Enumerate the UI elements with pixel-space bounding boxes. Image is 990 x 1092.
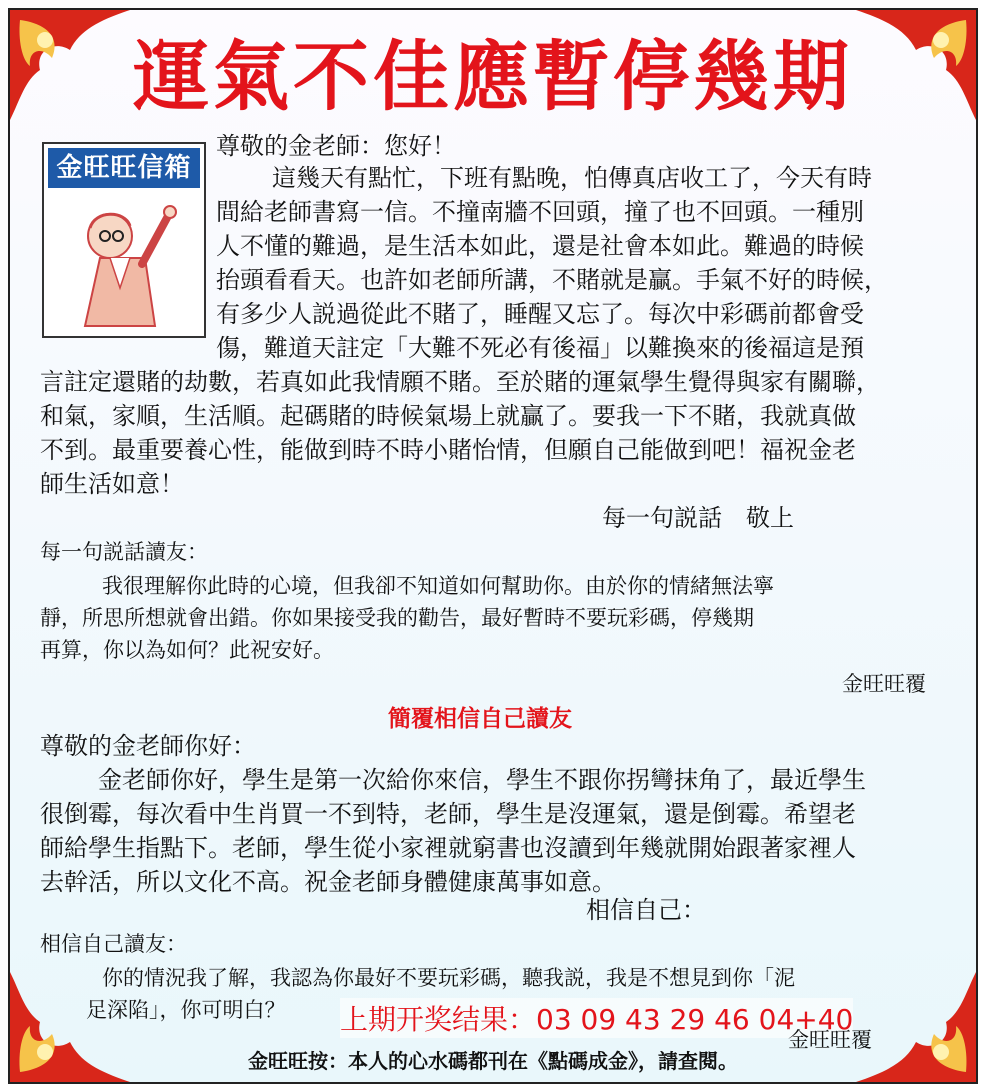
reply-line: 靜，所思所想就會出錯。你如果接受我的勸告，最好暫時不要玩彩碼，停幾期 [40, 606, 754, 630]
letter-line: 間給老師書寫一信。不撞南牆不回頭，撞了也不回頭。一種別 [216, 198, 864, 226]
letter-line: 言註定還賭的劫數，若真如此我情願不賭。至於賭的運氣學生覺得與家有關聯， [40, 368, 880, 396]
headline: 運氣不佳應暫停幾期 [133, 32, 853, 121]
letter-line: 這幾天有點忙，下班有點晚，怕傳真店收工了，今天有時 [272, 164, 872, 192]
reply-line: 足深陷」，你可明白？ [86, 998, 286, 1022]
letter-signature: 每一句説話 敬上 [602, 504, 794, 532]
letter-line: 師給學生指點下。老師，學生從小家裡就窮書也沒讀到年幾就開始跟著家裡人 [40, 834, 856, 862]
letter-line: 很倒霉，每次看中生肖買一不到特，老師，學生是沒運氣，還是倒霉。希望老 [40, 800, 856, 828]
letter-line: 師生活如意！ [40, 470, 184, 498]
footer-note: 金旺旺按：本人的心水碼都刊在《點碼成金》，請查閱。 [248, 1049, 738, 1073]
letter-line: 不到。最重要養心性，能做到時不時小賭怡情，但願自己能做到吧！福祝金老 [40, 436, 856, 464]
reply-line: 你的情況我了解，我認為你最好不要玩彩碼，聽我説，我是不想見到你「泥 [102, 966, 795, 990]
reply-signature: 金旺旺覆 [842, 672, 926, 696]
mailbox-logo [42, 142, 206, 338]
reply-signature: 金旺旺覆 [788, 1028, 872, 1052]
letter-line: 抬頭看看天。也許如老師所講，不賭就是贏。手氣不好的時候， [216, 266, 888, 294]
reply-salutation: 每一句説話讀友： [40, 540, 208, 564]
lottery-result: 上期开奖结果：03 09 43 29 46 04+40 [340, 998, 853, 1038]
teacher-illustration-icon [50, 196, 200, 332]
logo-label: 金旺旺信箱 [48, 148, 200, 188]
letter-line: 和氣，家順，生活順。起碼賭的時候氣場上就贏了。要我一下不賭，我就真做 [40, 402, 856, 430]
letter-salutation: 尊敬的金老師：您好！ [216, 132, 456, 160]
letter-line: 人不懂的難過，是生活本如此，還是社會本如此。難過的時候 [216, 232, 864, 260]
article-frame [8, 8, 978, 1084]
letter-signature: 相信自己： [586, 896, 706, 924]
reply-line: 我很理解你此時的心境，但我卻不知道如何幫助你。由於你的情緒無法寧 [102, 574, 774, 598]
reply-salutation: 相信自己讀友： [40, 932, 187, 956]
section-subtitle: 簡覆相信自己讀友 [388, 706, 572, 732]
letter-line: 有多少人説過從此不賭了，睡醒又忘了。每次中彩碼前都會受 [216, 300, 864, 328]
letter-line: 去幹活，所以文化不高。祝金老師身體健康萬事如意。 [40, 868, 616, 896]
letter-line: 傷，難道天註定「大難不死必有後福」以難換來的後福這是預 [216, 334, 864, 362]
letter-salutation: 尊敬的金老師你好： [40, 732, 256, 760]
reply-line: 再算，你以為如何？此祝安好。 [40, 638, 334, 662]
letter-line: 金老師你好，學生是第一次給你來信，學生不跟你拐彎抹角了，最近學生 [98, 766, 866, 794]
